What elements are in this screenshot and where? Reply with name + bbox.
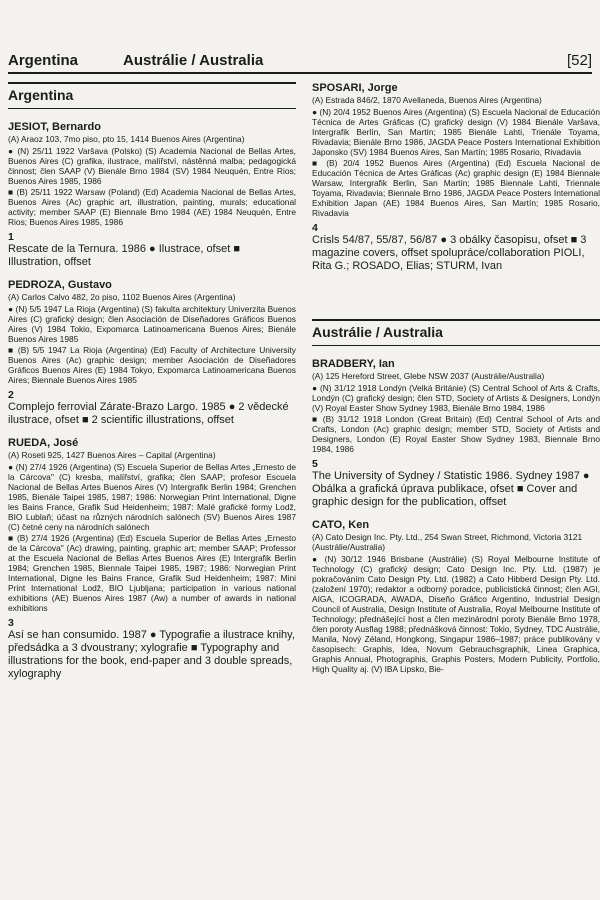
artist-address: (A) 125 Hereford Street, Glebe NSW 2037 (Austrálie/Australia): [312, 371, 545, 381]
header-country-left: Argentina: [8, 52, 79, 69]
artist-entry-rueda: [8, 437, 296, 681]
page-number: [52]: [566, 52, 592, 69]
artist-name: CATO, Ken: [312, 519, 370, 531]
work-number: 1: [8, 231, 14, 243]
bio-czech: ● (N) 5/5 1947 La Rioja (Argentina) (S) fakulta architektury Univerzita Buenos Aires (C) grafický design; člen Asociación de Diseñadores Gráficos Buenos Aires (V) 1984 Tokio, Expomarca Latinoamericana Buenos Aires; Bienále Buenos Aires 1985: [8, 304, 296, 344]
artist-name: JESIOT, Bernardo: [8, 121, 101, 133]
bio-english: ■ (B) 31/12 1918 London (Great Britain) (Ed) Central School of Arts and Crafts, London (Ac) graphic design; member STD, Society of Artists and Designers, London (E) Royal Easter Show Sydney 1983, Biennale Brno 1984, 1986: [312, 414, 600, 454]
bio-english: ■ (B) 25/11 1922 Warsaw (Poland) (Ed) Academia Nacional de Bellas Artes, Buenos Aires (Ac) graphic art, illustration, painting, murals; educational activity; member SAAP (E) Biennale Brno 1984 (AE) 1984 Neuquén, Entre Rios; Buenos Aires 1985, 1986: [8, 187, 296, 227]
work-number: 2: [8, 389, 14, 401]
work-description: Crisls 54/87, 55/87, 56/87 ● 3 obálky časopisu, ofset ■ 3 magazine covers, offset spolupráce/collaboration PIOLI, Rita G.; ROSADO, Elias; STURM, Ivan: [312, 234, 587, 272]
bio-czech: ● (N) 20/4 1952 Buenos Aires (Argentina) (S) Escuela Nacional de Educación Técnica de Artes Gráficas (C) grafický design (V) 1984 Bienále Varšava, Intergrafik Berlín, San Martín; 1985 Bienále Lahti, Trienále Toyama, Rivadavia; Bienále Brno 1986, JAGDA Peace Posters International Exhibition Japonsko (SV) 1984 Buenos Aires, San Martín; 1985 Rosario, Rivadavia: [312, 107, 600, 157]
work-description: Así se han consumido. 1987 ● Typografie a ilustrace knihy, předsádka a 3 dvoustrany; xylografie ■ Typography and illustrations for the book, end-paper and 3 double spreads, xylography: [8, 629, 295, 680]
bio-czech: ● (N) 25/11 1922 Varšava (Polsko) (S) Academia Nacional de Bellas Artes, Buenos Aires (C) grafika, ilustrace, malířství, nástěnná malba; pedagogická činnost; člen SAAP (V) Bienále Brno 1984 (SV) 1984 Neuquén, Entre Rios; Buenos Aires 1985, 1986: [8, 146, 296, 186]
header-country-right: Austrálie / Australia: [123, 52, 264, 69]
bio-czech: ● (N) 30/12 1946 Brisbane (Austrálie) (S) Royal Melbourne Institute of Technology (C) grafický design; Cato Design Inc. Pty. Ltd. (1987) je pokračováním Cato Design Pty. Ltd. (1982) a Cato Hibberd Design Pty. Ltd. (založení 1970); redaktor a odborný poradce, publicistická činnost; člen AGI, AIGA, ICOGRADA, AWADA, Diseño Gráfico Argentino, Industrial Design Council of Australia, Design Institute of Australia, Royal Melbourne Institute of Technology; přednášející host a člen mezinárodní poroty Bienále Brno 1978, člen poroty Ausflag 1988; přednášková činnost: Tokio, Sydney, TDC Austrálie, Manila, Nový Zéland, Hongkong, Singapur 1986–1987; práce publikovány v časopisech: Graphis, Idea, Novum Gebrauchsgraphik, Linea Graphica, Graphis Annual, Photographis, Graphis Posters, Modern Publicity, Portfolio, High Quality aj. (V) IBA Lipsko, Bie-: [312, 554, 600, 674]
section-title-argentina: Argentina: [8, 82, 296, 109]
bio-czech: ● (N) 27/4 1926 (Argentina) (S) Escuela Superior de Bellas Artes „Ernesto de la Cárcova" (C) kresba, malířství, grafika; člen SAAP; profesor Escuela Nacional de Bellas Artes Buenos Aires (V) Intergrafik Berlin 1984; Grenchen 1985, Bienále Taipei 1985, 1987; 1986: Norwegian Print International, Digne les Bains France, Grafik Sud Heidenheim; 1987: Malé grafické formy Lodž, BIO Lublaň; účast na různých národních salónech (SV) Buenos Aires 1987 (C) četné ceny na národních salónech: [8, 462, 296, 532]
artist-name: SPOSARI, Jorge: [312, 82, 398, 94]
section-spacer: [312, 283, 600, 319]
artist-name: BRADBERY, Ian: [312, 358, 395, 370]
artist-entry-bradbery: [312, 358, 600, 509]
bio-english: ■ (B) 20/4 1952 Buenos Aires (Argentina) (Ed) Escuela Nacional de Educación Técnica de Artes Gráficas (Ac) graphic design (E) 1984 Biennale Warsaw, Intergrafik Berlin, San Martín; 1985 Biennale Lahti, Triennale Toyama, Rivadavia; Biennale Brno 1986, JAGDA Peace Posters International Exhibition Japan (AE) 1984 Buenos Aires, San Martín; 1985 Rosario, Rivadavia: [312, 158, 600, 218]
artist-address: (A) Cato Design Inc. Pty. Ltd., 254 Swan Street, Richmond, Victoria 3121 (Austrálie/Australia): [312, 532, 583, 552]
bio-czech: ● (N) 31/12 1918 Londýn (Velká Británie) (S) Central School of Arts & Crafts, Londýn (C) grafický design; člen STD, Society of Artists & Designers, Londýn (V) Royal Easter Show Sydney 1983, Bienále Brno 1984, 1986: [312, 383, 600, 413]
work-description: Rescate de la Ternura. 1986 ● Ilustrace, ofset ■ Illustration, offset: [8, 243, 240, 268]
page-header: [8, 50, 592, 74]
right-column: [312, 82, 600, 684]
artist-address: (A) Araoz 103, 7mo piso, pto 15, 1414 Buenos Aires (Argentina): [8, 134, 245, 144]
artist-entry-cato: [312, 519, 600, 674]
work-description: The University of Sydney / Statistic 1986. Sydney 1987 ● Obálka a grafická úprava publikace, ofset ■ Cover and graphic design for the publication, offset: [312, 470, 590, 508]
bio-english: ■ (B) 5/5 1947 La Rioja (Argentina) (Ed) Faculty of Architecture University Buenos Aires (Ac) graphic design; member Asociación de Diseñadores Gráficos Buenos Aires (E) 1984 Tokyo, Expomarca Latinoamericana Buenos Aires; Biennale Buenos Aires 1985: [8, 345, 296, 385]
bio-english: ■ (B) 27/4 1926 (Argentina) (Ed) Escuela Superior de Bellas Artes „Ernesto de la Cárcova" (Ac) drawing, painting, graphic art; member SAAP; Professor at the Escuela Nacional de Bellas Artes Buenos Aires (E) Intergrafik Berlin 1984; Grenchen 1985, Biennale Taipei 1985, 1987; 1986: Norwegian Print International, Digne les Bains France, Grafik Sud Heidenheim; 1987: Mini Print International Lodž, BIO Ljubljana; participation in various national exhibitions (AE) Buenos Aires 1987 (Aw) a number of awards in national exhibitions: [8, 533, 296, 613]
artist-entry-jesiot: [8, 121, 296, 269]
artist-name: PEDROZA, Gustavo: [8, 279, 112, 291]
artist-address: (A) Estrada 846/2, 1870 Avellaneda, Buenos Aires (Argentina): [312, 95, 542, 105]
work-description: Complejo ferrovial Zárate-Brazo Largo. 1985 ● 2 vědecké ilustrace, ofset ■ 2 scientific illustrations, offset: [8, 401, 289, 426]
artist-entry-pedroza: [8, 279, 296, 427]
artist-entry-sposari: [312, 82, 600, 273]
artist-address: (A) Carlos Calvo 482, 2o piso, 1102 Buenos Aires (Argentina): [8, 292, 236, 302]
work-number: 4: [312, 222, 318, 234]
left-column: [8, 82, 296, 691]
artist-address: (A) Roseti 925, 1427 Buenos Aires – Capital (Argentina): [8, 450, 216, 460]
work-number: 5: [312, 458, 318, 470]
work-number: 3: [8, 617, 14, 629]
section-title-australia: Austrálie / Australia: [312, 319, 600, 346]
artist-name: RUEDA, José: [8, 437, 79, 449]
